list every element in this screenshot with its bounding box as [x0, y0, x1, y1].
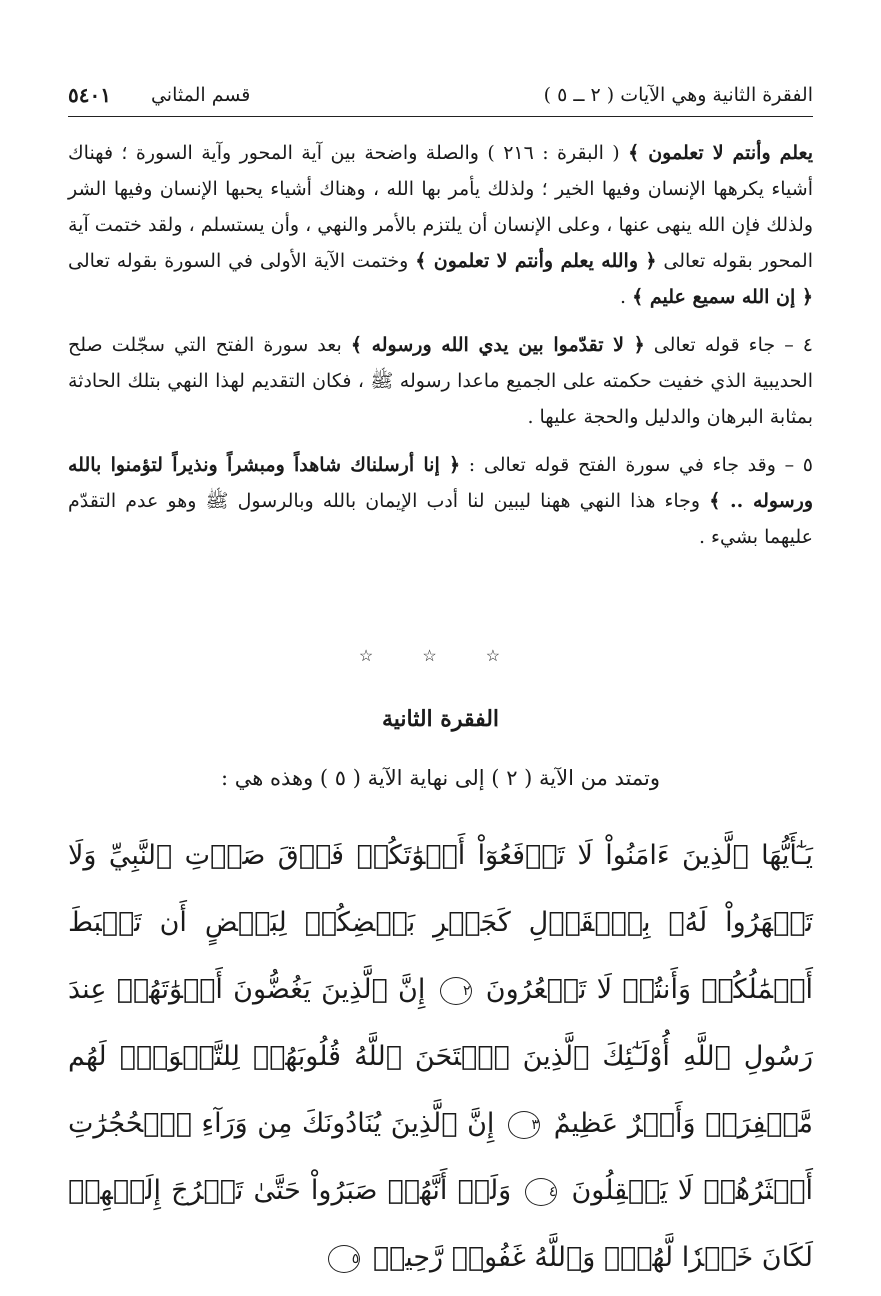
text: بعد سورة الفتح التي سجّلت صلح الحديبية الذي خفيت حكمته على الجميع ماعدا رسوله ﷺ ، فكان التقديم لهذا النهي بتلك الحادثة بمثابة البرهان والدليل والحجة عليها .	[68, 334, 813, 428]
verse-text: وَلَوۡ أَنَّهُمۡ صَبَرُواْ حَتَّىٰ تَخۡرُجَ إِلَيۡهِمۡ لَكَانَ خَيۡرٗا لَّهُمۡۚ وَٱللَّهُ غَفُورٞ رَّحِيمٞ	[68, 1175, 813, 1273]
quran-verses	[68, 822, 813, 1291]
quote: يعلم وأنتم لا تعلمون ﴾	[628, 142, 814, 164]
ayah-number-marker: ٣	[508, 1111, 540, 1139]
body-text	[68, 135, 813, 555]
quote: ﴿ والله يعلم وأنتم لا تعلمون ﴾	[415, 250, 657, 272]
paragraph-2	[68, 327, 813, 435]
text: .	[620, 286, 633, 308]
ayah-number-marker: ٤	[525, 1178, 557, 1206]
verse-text: يَـٰٓأَيُّهَا ٱلَّذِينَ ءَامَنُواْ لَا تَرۡفَعُوٓاْ أَصۡوَٰتَكُمۡ فَوۡقَ صَوۡتِ ٱلنَّبِيِّ وَلَا تَجۡهَرُواْ لَهُۥ بِٱلۡقَوۡلِ كَجَهۡرِ بَعۡضِكُمۡ لِبَعۡضٍ أَن تَحۡبَطَ أَعۡمَٰلُكُمۡ وَأَنتُمۡ لَا تَشۡعُرُونَ	[68, 840, 813, 1005]
quote: ﴿ لا تقدّموا بين يدي الله ورسوله ﴾	[350, 334, 645, 356]
text: ( البقرة : ٢١٦ ) والصلة واضحة بين آية المحور وآية السورة ؛ فهناك أشياء يكرهها الإنسان وفيها الخير ؛ ولذلك يأمر بها الله ، وهناك أشياء يحبها الإنسان وفيها الشر ولذلك فإن الله ينهى عنها ، وعلى الإنسان أن يلتزم بالأمر والنهي ، وأن يستسلم ، ولقد ختمت آية المحور بقوله تعالى	[68, 142, 813, 272]
quote: ﴿ إن الله سميع عليم ﴾	[632, 286, 813, 308]
running-header	[68, 78, 813, 117]
text: وجاء هذا النهي ههنا ليبين لنا أدب الإيمان بالله وبالرسول ﷺ وهو عدم التقدّم عليهما بشيء .	[68, 490, 813, 548]
header-section-title: الفقرة الثانية وهي الآيات ( ٢ ــ ٥ )	[543, 84, 813, 106]
section-heading: الفقرة الثانية	[381, 706, 500, 732]
header-part-title: قسم المثاني	[150, 84, 251, 106]
text: وختمت الآية الأولى في السورة بقوله تعالى	[68, 250, 416, 272]
section-divider-stars: ☆ ☆ ☆	[358, 646, 523, 665]
book-page	[68, 0, 813, 1296]
section-intro: وتمتد من الآية ( ٢ ) إلى نهاية الآية ( ٥ ) وهذه هي :	[220, 766, 660, 790]
ayah-number-marker: ٢	[440, 977, 472, 1005]
verse-text: إِنَّ ٱلَّذِينَ يُنَادُونَكَ مِن وَرَآءِ ٱلۡحُجُرَٰتِ أَكۡثَرُهُمۡ لَا يَعۡقِلُونَ	[68, 1108, 813, 1206]
header-left-group	[68, 83, 250, 107]
verse-text: إِنَّ ٱلَّذِينَ يَغُضُّونَ أَصۡوَٰتَهُمۡ عِندَ رَسُولِ ٱللَّهِ أُوْلَـٰٓئِكَ ٱلَّذِينَ ٱمۡتَحَنَ ٱللَّهُ قُلُوبَهُمۡ لِلتَّقۡوَىٰۚ لَهُم مَّغۡفِرَةٞ وَأَجۡرٌ عَظِيمٌ	[68, 974, 814, 1139]
text: ٤ – جاء قوله تعالى	[644, 334, 813, 356]
text: ٥ – وقد جاء في سورة الفتح قوله تعالى :	[460, 454, 814, 476]
ayah-number-marker: ٥	[328, 1245, 360, 1273]
page-number: ٥٤٠١	[68, 83, 111, 107]
paragraph-3	[68, 447, 813, 555]
quote: ﴿ إنا أرسلناك شاهداً ومبشراً ونذيراً لتؤمنوا بالله ورسوله .. ﴾	[68, 454, 814, 512]
paragraph-1	[68, 135, 813, 315]
